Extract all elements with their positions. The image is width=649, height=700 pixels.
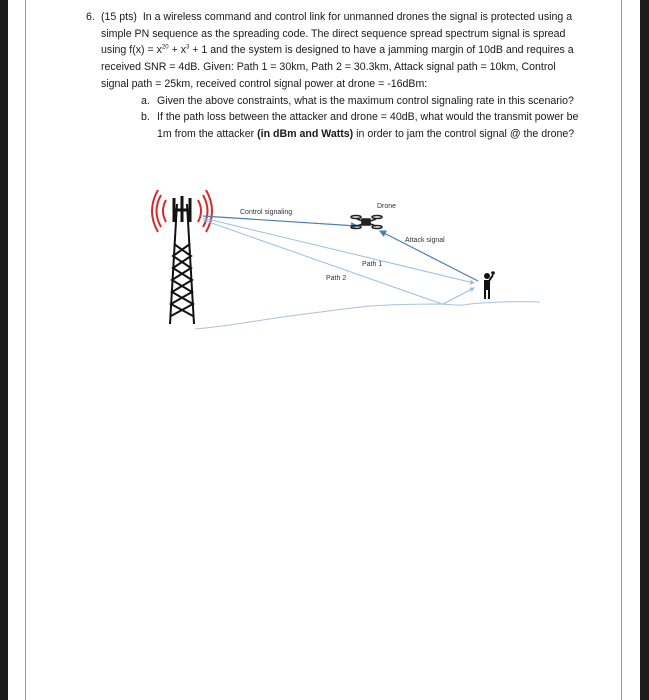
stem-rest: + 1 and the system is designed to have a jamming margin of 10dB and requires a received SNR = 4dB. Given: Path 1 = 30km, Path 2 = 30.3km, Attack signal path = 10km, Control signal path = 25km, received control signal power at drone = -16dBm: xyxy=(101,44,574,90)
points: (15 pts) xyxy=(101,11,137,23)
exponent-3: 3 xyxy=(186,44,190,51)
part-a-text: Given the above constraints, what is the maximum control signaling rate in this scenario? xyxy=(157,94,574,107)
path-2-reflection xyxy=(443,288,474,304)
drone-icon xyxy=(351,216,382,229)
exponent-20: 20 xyxy=(161,44,169,51)
label-attack-signal: Attack signal xyxy=(405,237,445,244)
cell-tower-icon xyxy=(170,196,194,324)
attacker-person-icon xyxy=(484,271,495,299)
part-a-label: a. xyxy=(141,94,150,107)
control-signal-line xyxy=(203,216,357,226)
stem-intro: In a wireless command and control link for unmanned drones the signal is protected using a simple PN sequence as the spreading code. The direct sequence spread spectrum signal is spread using f(x) = x xyxy=(101,11,573,57)
ground-line xyxy=(195,302,540,329)
path-2-line xyxy=(203,220,442,304)
part-b-label: b. xyxy=(141,111,150,124)
part-b-text: If the path loss between the attacker and drone = 40dB, what would the transmit power be 1m from the attacker xyxy=(157,111,579,140)
part-b-text-end: in order to jam the control signal @ the drone? xyxy=(353,127,575,140)
label-control-signaling: Control signaling xyxy=(240,209,293,216)
label-drone: Drone xyxy=(377,203,397,210)
question-number: 6. xyxy=(86,11,95,23)
part-b-bold: (in dBm and Watts) xyxy=(257,127,354,140)
path-1-line xyxy=(203,218,474,283)
label-path-2: Path 2 xyxy=(326,275,347,282)
stem-mid: + x xyxy=(168,44,186,57)
label-path-1: Path 1 xyxy=(362,261,383,268)
